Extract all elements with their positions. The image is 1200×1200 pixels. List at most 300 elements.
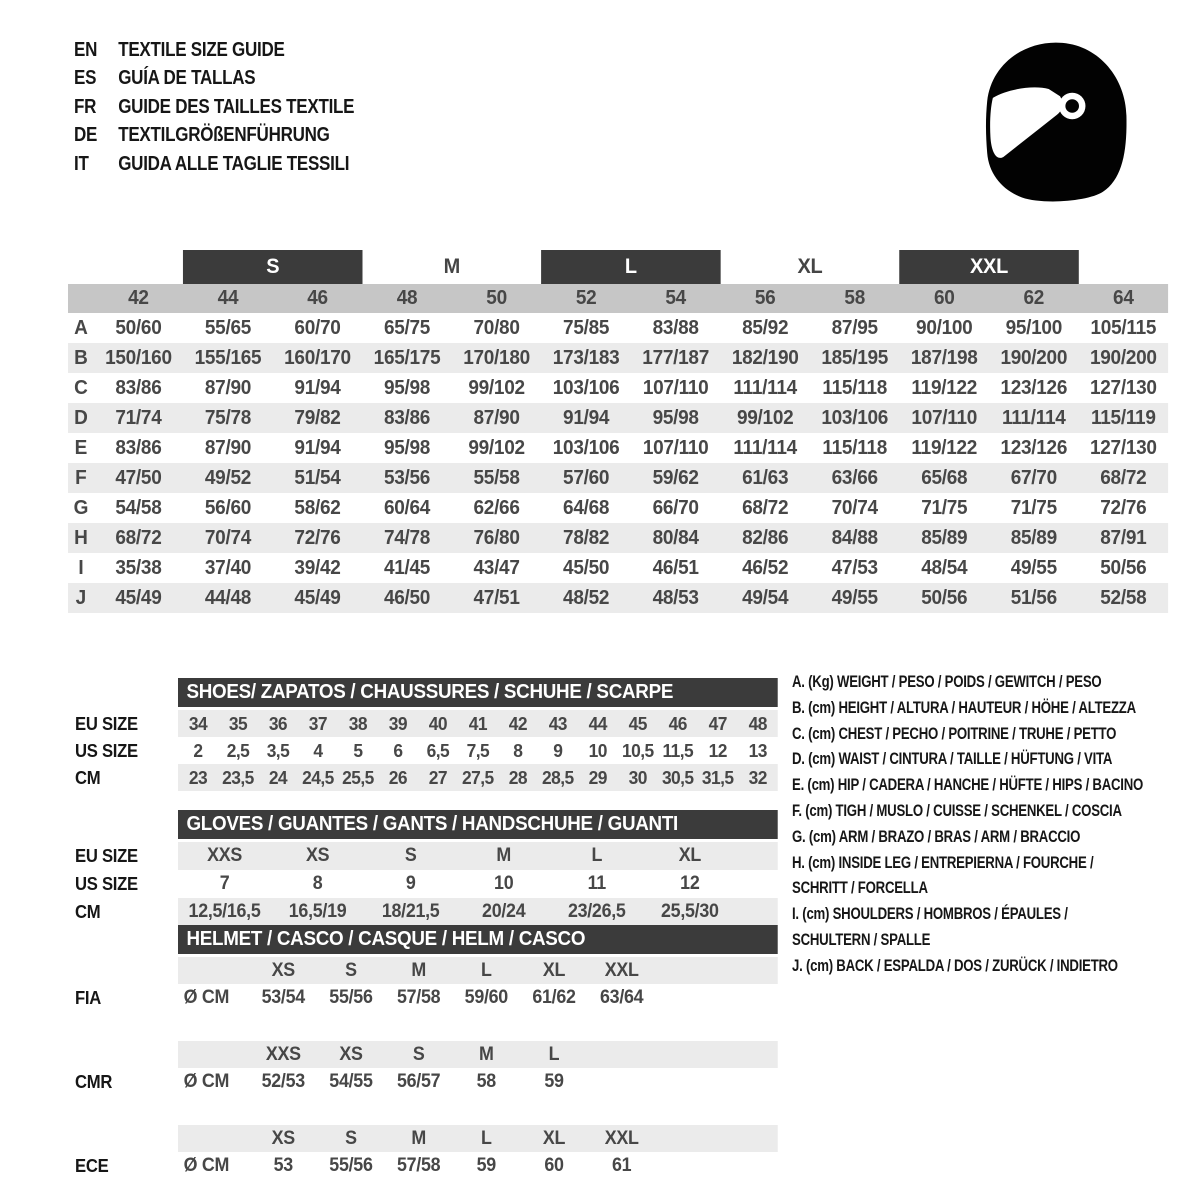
measurement-value: 62/66 (473, 496, 520, 519)
shoes-value: 46 (668, 712, 687, 734)
measurement-value: 99/102 (468, 376, 525, 399)
measurement-value: 46/50 (383, 586, 431, 609)
measurement-value: 190/200 (1089, 346, 1157, 369)
language-code: IT (74, 152, 89, 175)
helmet-size-value: 59/60 (464, 986, 508, 1008)
measurement-value: 99/102 (736, 406, 794, 429)
measurement-value: 60/64 (383, 496, 431, 519)
shoes-value: 25,5 (342, 766, 374, 788)
measurement-value: 160/170 (284, 346, 351, 369)
helmet-size-value: 60 (544, 1154, 564, 1176)
language-code: EN (74, 39, 98, 61)
measurement-value: 68/72 (742, 496, 789, 519)
shoes-value: 12 (708, 739, 727, 761)
legend-line: SCHULTERN / SPALLE (792, 930, 931, 949)
measurement-value: 47/51 (473, 586, 520, 609)
shoes-value: 40 (428, 712, 447, 734)
gloves-value: 11 (587, 873, 606, 894)
shoes-value: 37 (308, 712, 328, 734)
measurement-value: 83/86 (383, 406, 431, 429)
size-number: 54 (665, 287, 686, 309)
size-group-m: M (443, 255, 460, 278)
legend-line: E. (cm) HIP / CADERA / HANCHE / HÜFTE / HIPS / BACINO (792, 776, 1144, 795)
gloves-value: XS (305, 845, 330, 866)
measurement-value: 45/50 (563, 556, 610, 579)
helmet-size-value: 55/56 (329, 1154, 373, 1176)
legend-item (792, 825, 1200, 851)
legend-line: B. (cm) HEIGHT / ALTURA / HAUTEUR / HÖHE / ALTEZZA (792, 698, 1136, 717)
shoes-value: 13 (748, 739, 767, 761)
diameter-unit-label: Ø CM (183, 1154, 230, 1176)
legend-item (792, 670, 1200, 696)
legend-item (792, 747, 1200, 773)
size-number: 60 (933, 287, 955, 309)
size-number: 62 (1023, 287, 1045, 309)
textile-size-table (68, 250, 1168, 613)
shoes-value: 39 (388, 712, 407, 734)
measurement-value: 127/130 (1089, 376, 1157, 399)
helmet-size-value (588, 1068, 656, 1095)
measurement-value: 119/122 (911, 376, 978, 399)
measurement-value: 58/62 (294, 496, 341, 519)
measurement-value: 103/106 (821, 406, 889, 429)
corner-cell (68, 284, 94, 313)
measurement-row-f (68, 463, 1168, 493)
measurement-value: 182/190 (731, 346, 799, 369)
measurement-value: 61/63 (742, 466, 789, 489)
gloves-value: S (404, 845, 417, 866)
gloves-value: 23/26,5 (567, 901, 626, 922)
gloves-value: 16,5/19 (288, 901, 347, 922)
legend-line: D. (cm) WAIST / CINTURA / TAILLE / HÜFTUNG / VITA (792, 750, 1113, 769)
measurement-value: 52/58 (1100, 586, 1147, 609)
measurement-value: 177/187 (642, 346, 709, 369)
shoes-value: 47 (708, 712, 727, 734)
helmet-size-label: S (412, 1043, 425, 1065)
shoes-value: 10,5 (621, 739, 654, 761)
shoes-cm-row (178, 764, 778, 791)
measurement-value: 49/55 (831, 586, 878, 609)
measurement-value: 115/118 (822, 376, 888, 399)
measurement-value: 75/85 (563, 316, 610, 339)
measurement-value: 60/70 (294, 316, 341, 339)
shoes-value: 8 (513, 739, 523, 761)
measurement-row-g (68, 493, 1168, 523)
measurement-value: 165/175 (373, 346, 441, 369)
diameter-unit-label: Ø CM (183, 1070, 230, 1092)
gloves-value: 18/21,5 (381, 901, 440, 922)
measurement-value: 70/74 (831, 496, 878, 519)
shoes-value: 2 (193, 739, 203, 761)
gloves-title-bar (178, 810, 778, 839)
measurement-value: 80/84 (652, 526, 699, 549)
measurement-value: 37/40 (204, 556, 252, 579)
shoes-value: 11,5 (662, 739, 694, 761)
helmet-size-label: M (411, 959, 426, 981)
row-letter: E (74, 436, 88, 459)
helmet-size-value: 57/58 (396, 1154, 441, 1176)
language-code: FR (74, 95, 97, 118)
gloves-value: 12 (680, 873, 700, 894)
legend-item (792, 773, 1200, 799)
measurement-value: 190/200 (1000, 346, 1068, 369)
measurement-value: 54/58 (115, 496, 162, 519)
size-group-xl: XL (797, 255, 823, 278)
measurement-value: 87/95 (831, 316, 878, 339)
measurement-value: 91/94 (563, 406, 610, 429)
measurement-row-c (68, 373, 1168, 403)
shoes-value: 42 (508, 712, 527, 734)
racing-helmet-graphic (975, 38, 1137, 208)
gloves-value: 20/24 (482, 901, 526, 922)
helmet-size-value: 58 (476, 1070, 496, 1092)
measurement-value: 105/115 (1090, 316, 1157, 339)
measurement-value: 67/70 (1010, 466, 1057, 489)
legend-line: SCHRITT / FORCELLA (792, 879, 928, 898)
shoes-value: 2,5 (226, 739, 250, 761)
measurement-rows (68, 313, 1168, 613)
measurement-value: 115/119 (1091, 406, 1156, 429)
row-label-cmr: CMR (75, 1070, 113, 1092)
shoes-value: 28 (508, 766, 527, 788)
helmet-size-label: XL (542, 959, 566, 981)
row-letter: A (74, 316, 88, 339)
gloves-value: 10 (494, 873, 514, 894)
shoes-value: 29 (588, 766, 607, 788)
shoes-value: 26 (388, 766, 407, 788)
measurement-value: 48/53 (652, 586, 699, 609)
helmet-value-row-ece (178, 1152, 778, 1179)
measurement-row-a (68, 313, 1168, 343)
gloves-value: 25,5/30 (661, 901, 719, 922)
shoes-title-bar (178, 678, 778, 707)
row-label-gloves-cm: CM (75, 901, 101, 922)
shoes-title: SHOES/ ZAPATOS / CHAUSSURES / SCHUHE / SCARPE (186, 681, 674, 703)
shoes-eu-row (178, 710, 778, 737)
helmet-size-header-row-fia (178, 957, 778, 984)
measurement-value: 55/65 (204, 316, 252, 339)
language-row (74, 121, 354, 149)
measurement-value: 127/130 (1089, 436, 1157, 459)
row-label-shoes-us-size: US SIZE (75, 739, 138, 761)
language-title: GUÍA DE TALLAS (118, 67, 256, 90)
measurement-value: 185/195 (821, 346, 889, 369)
shoes-value: 27 (428, 766, 447, 788)
measurement-value: 85/89 (1010, 526, 1057, 549)
measurement-value: 83/86 (115, 376, 162, 399)
measurement-value: 48/52 (563, 586, 610, 609)
legend-line: C. (cm) CHEST / PECHO / POITRINE / TRUHE / PETTO (792, 724, 1117, 743)
size-group-header-row (68, 250, 1168, 284)
gloves-value: 7 (219, 873, 230, 894)
language-row (74, 36, 354, 64)
measurement-value: 45/49 (294, 586, 341, 609)
measurement-value: 170/180 (463, 346, 530, 369)
measurement-value: 79/82 (294, 406, 341, 429)
measurement-value: 78/82 (563, 526, 610, 549)
measurement-value: 123/126 (1000, 376, 1068, 399)
row-label-shoes-cm: CM (75, 766, 101, 788)
measurement-value: 46/52 (742, 556, 789, 579)
shoes-value: 43 (548, 712, 567, 734)
measurement-value: 49/52 (204, 466, 252, 489)
spacer (178, 1095, 778, 1125)
row-letter: B (74, 346, 88, 369)
helmet-size-table (178, 925, 778, 1179)
shoes-value: 4 (313, 739, 323, 761)
shoes-value: 30 (628, 766, 647, 788)
helmet-size-label: XXS (265, 1043, 301, 1065)
measurement-value: 39/42 (294, 556, 341, 579)
measurement-row-b (68, 343, 1168, 373)
row-label-gloves-eu-size: EU SIZE (75, 845, 138, 866)
legend-line: A. (Kg) WEIGHT / PESO / POIDS / GEWITCH / PESO (792, 673, 1102, 691)
helmet-size-label: XS (271, 959, 295, 981)
shoes-value: 36 (268, 712, 288, 734)
legend-item (792, 722, 1200, 748)
helmet-size-label: XS (271, 1127, 295, 1149)
language-row (74, 64, 354, 92)
gloves-value: 12,5/16,5 (188, 901, 261, 922)
helmet-size-value: 52/53 (261, 1070, 305, 1092)
row-letter: G (73, 496, 89, 519)
measurement-value: 107/110 (642, 376, 709, 399)
legend-item (792, 954, 1200, 980)
legend-line: G. (cm) ARM / BRAZO / BRAS / ARM / BRACCIO (792, 827, 1081, 846)
helmet-size-label: S (345, 1127, 357, 1149)
measurement-value: 45/49 (115, 586, 162, 609)
shoes-value: 9 (553, 739, 563, 761)
measurement-value: 63/66 (831, 466, 878, 489)
racing-helmet-icon (975, 38, 1137, 208)
measurement-value: 107/110 (642, 436, 709, 459)
size-number: 56 (754, 287, 776, 309)
helmet-size-value: 56/57 (396, 1070, 441, 1092)
language-title: TEXTILE SIZE GUIDE (118, 39, 285, 61)
row-letter: H (74, 526, 88, 549)
helmet-size-label: L (481, 959, 492, 981)
row-label-gloves-us-size: US SIZE (75, 873, 138, 894)
shoes-value: 30,5 (661, 766, 694, 788)
shoes-value: 3,5 (266, 739, 290, 761)
empty-cell (178, 1125, 249, 1152)
measurement-value: 72/76 (1100, 496, 1147, 519)
measurement-value: 50/60 (115, 316, 162, 339)
shoes-value: 35 (228, 712, 248, 734)
measurement-value: 53/56 (383, 466, 431, 489)
helmet-value-row-cmr (178, 1068, 778, 1095)
measurement-value: 65/68 (921, 466, 968, 489)
measurement-value: 75/78 (204, 406, 252, 429)
measurement-value: 87/90 (204, 376, 252, 399)
gloves-size-table (178, 810, 778, 926)
shoes-value: 31,5 (701, 766, 734, 788)
helmet-size-value: 63/64 (600, 986, 644, 1008)
size-number: 58 (844, 287, 866, 309)
shoes-value: 32 (748, 766, 767, 788)
helmet-title-bar (178, 925, 778, 954)
measurement-value: 50/56 (921, 586, 968, 609)
measurement-value: 47/53 (831, 556, 878, 579)
measurement-value: 155/165 (194, 346, 262, 369)
measurement-value: 87/90 (473, 406, 520, 429)
size-number: 46 (307, 287, 328, 309)
gloves-title: GLOVES / GUANTES / GANTS / HANDSCHUHE / GUANTI (186, 813, 678, 835)
legend-line: I. (cm) SHOULDERS / HOMBROS / ÉPAULES / (792, 905, 1068, 924)
measurement-value: 50/56 (1100, 556, 1147, 579)
legend-line: H. (cm) INSIDE LEG / ENTREPIERNA / FOURCHE / (792, 853, 1094, 872)
shoes-value: 28,5 (542, 766, 574, 788)
helmet-size-value: 59 (544, 1070, 564, 1092)
measurement-value: 46/51 (652, 556, 699, 579)
measurement-value: 83/88 (652, 316, 699, 339)
helmet-size-label: S (345, 959, 357, 981)
row-label-fia: FIA (75, 986, 102, 1008)
helmet-size-value: 55/56 (329, 986, 373, 1008)
measurement-value: 111/114 (1002, 406, 1066, 429)
size-number: 64 (1113, 287, 1134, 309)
shoes-value: 6 (393, 739, 403, 761)
helmet-size-value: 61 (612, 1154, 632, 1176)
shoes-value: 48 (748, 712, 767, 734)
measurement-value: 87/91 (1100, 526, 1147, 549)
size-number: 50 (486, 287, 507, 309)
measurement-value: 87/90 (204, 436, 252, 459)
shoes-size-table (178, 678, 778, 791)
shoes-us-row (178, 737, 778, 764)
gloves-value: M (496, 845, 512, 866)
helmet-size-value: 53 (273, 1154, 293, 1176)
helmet-size-label: XXL (604, 1127, 639, 1149)
measurement-value: 103/106 (552, 436, 620, 459)
shoes-rows (178, 710, 778, 791)
language-row (74, 93, 354, 121)
measurement-value: 65/75 (383, 316, 431, 339)
measurement-value: 70/80 (473, 316, 520, 339)
legend-item (792, 902, 1200, 954)
helmet-size-label: M (411, 1127, 426, 1149)
row-letter: C (74, 376, 88, 399)
measurement-value: 68/72 (1100, 466, 1147, 489)
shoes-value: 23,5 (222, 766, 254, 788)
legend-item (792, 799, 1200, 825)
gloves-value: XXS (207, 845, 242, 866)
language-title: GUIDA ALLE TAGLIE TESSILI (118, 152, 350, 175)
language-title-list (74, 36, 354, 178)
measurement-value: 91/94 (294, 436, 341, 459)
helmet-rows (178, 957, 778, 1179)
measurement-value: 76/80 (473, 526, 520, 549)
gloves-value: 8 (312, 873, 323, 894)
gloves-rows (178, 842, 778, 926)
helmet-size-label: XXL (604, 959, 639, 981)
size-number: 42 (128, 287, 149, 309)
measurement-value: 72/76 (294, 526, 341, 549)
measurement-value: 84/88 (831, 526, 878, 549)
measurement-value: 95/98 (383, 436, 431, 459)
row-letter: I (78, 556, 84, 579)
gloves-us-row (178, 870, 778, 898)
measurement-value: 70/74 (204, 526, 252, 549)
legend-line: F. (cm) TIGH / MUSLO / CUISSE / SCHENKEL / COSCIA (792, 801, 1122, 820)
measurement-row-j (68, 583, 1168, 613)
size-number: 48 (396, 287, 418, 309)
size-group-s: S (183, 250, 362, 284)
gloves-eu-row (178, 842, 778, 870)
helmet-size-label (588, 1041, 656, 1068)
language-row (74, 150, 354, 178)
language-code: ES (74, 67, 97, 90)
helmet-size-value: 53/54 (261, 986, 305, 1008)
measurement-row-i (68, 553, 1168, 583)
size-number: 44 (217, 287, 239, 309)
helmet-size-label: XS (339, 1043, 363, 1065)
measurement-value: 103/106 (552, 376, 620, 399)
measurement-value: 85/89 (921, 526, 968, 549)
helmet-size-label: L (481, 1127, 492, 1149)
helmet-title: HELMET / CASCO / CASQUE / HELM / CASCO (186, 928, 586, 950)
helmet-size-value: 57/58 (396, 986, 441, 1008)
language-code: DE (74, 124, 98, 147)
row-letter: F (75, 466, 87, 489)
legend-item (792, 851, 1200, 903)
measurement-value: 173/183 (552, 346, 620, 369)
measurement-value: 95/100 (1005, 316, 1062, 339)
gloves-value: L (591, 845, 603, 866)
shoes-value: 24 (268, 766, 288, 788)
measurement-value: 71/75 (1010, 496, 1057, 519)
measurement-value: 83/86 (115, 436, 162, 459)
helmet-size-value: 59 (476, 1154, 496, 1176)
measurement-row-h (68, 523, 1168, 553)
measurement-value: 150/160 (105, 346, 172, 369)
measurement-value: 47/50 (115, 466, 162, 489)
legend-item (792, 696, 1200, 722)
measurement-value: 91/94 (294, 376, 341, 399)
measurement-value: 56/60 (204, 496, 252, 519)
measurement-value: 107/110 (911, 406, 978, 429)
measurement-value: 51/56 (1010, 586, 1057, 609)
shoes-value: 24,5 (302, 766, 334, 788)
measurement-value: 115/118 (822, 436, 888, 459)
shoes-value: 7,5 (466, 739, 490, 761)
measurement-value: 44/48 (204, 586, 252, 609)
helmet-size-value: 61/62 (532, 986, 576, 1008)
helmet-size-label: L (548, 1043, 560, 1065)
measurement-value: 111/114 (733, 376, 797, 399)
shoes-value: 41 (468, 712, 487, 734)
row-label-ece: ECE (75, 1154, 109, 1176)
measurement-row-d (68, 403, 1168, 433)
helmet-size-label: M (479, 1043, 494, 1065)
measurement-value: 71/74 (115, 406, 162, 429)
row-letter: D (74, 406, 88, 429)
helmet-value-row-fia (178, 984, 778, 1011)
spacer (178, 1011, 778, 1041)
size-group-xxl: XXL (899, 250, 1078, 284)
measurement-row-e (68, 433, 1168, 463)
shoes-value: 5 (353, 739, 363, 761)
language-title: GUIDE DES TAILLES TEXTILE (118, 95, 355, 118)
row-letter: J (75, 586, 86, 609)
measurement-value: 82/86 (742, 526, 789, 549)
measurement-value: 43/47 (473, 556, 520, 579)
legend-line: J. (cm) BACK / ESPALDA / DOS / ZURÜCK / INDIETRO (792, 956, 1118, 975)
helmet-size-label: XL (542, 1127, 566, 1149)
measurement-value: 35/38 (115, 556, 162, 579)
shoes-value: 38 (348, 712, 368, 734)
measurement-value: 64/68 (563, 496, 610, 519)
